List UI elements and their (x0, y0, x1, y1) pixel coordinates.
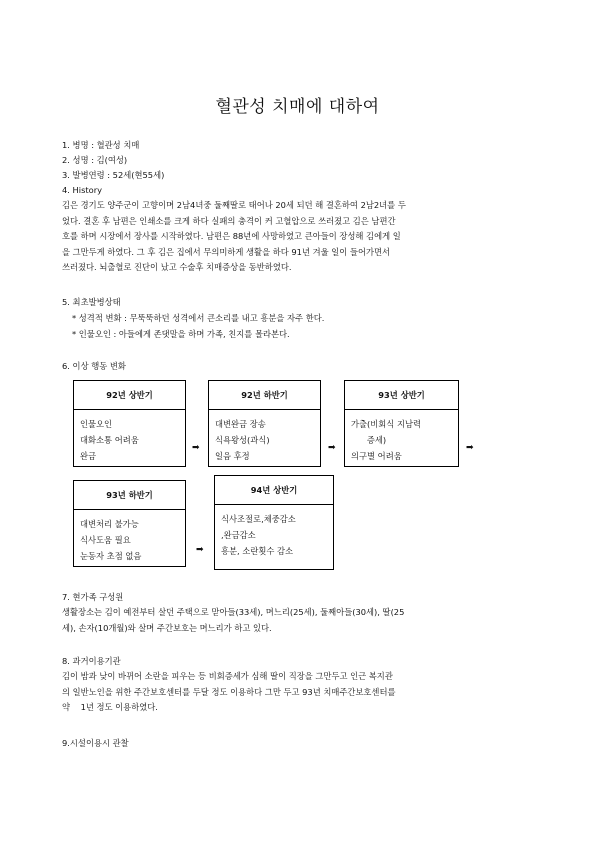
history-line: 을 그만두게 하였다. 그 후 김은 집에서 무의미하게 생활을 하다 91년 겨울 일이 들어가면서 (62, 246, 391, 257)
flow-box-line: 완금 (80, 451, 97, 461)
behavior-heading: 6. 이상 행동 변화 (62, 361, 126, 371)
facility-heading: 9.시설이용시 관찰 (62, 738, 129, 748)
arrow-icon: ➡ (328, 443, 336, 453)
flow-box-line: ,완금감소 (221, 530, 256, 540)
flow-box-header: 92년 상반기 (74, 381, 185, 410)
flow-box-line: 식사도움 필요 (80, 535, 131, 545)
history-paragraph (62, 198, 520, 276)
flow-box-line: 대변완금 장송 (215, 419, 266, 429)
flow-box-header: 93년 하반기 (74, 481, 185, 510)
flow-box (214, 475, 334, 570)
past-line: 약 1년 정도 이용하였다. (62, 702, 158, 712)
initial-line: * 성격적 변화 : 무뚝뚝하던 성격에서 큰소리를 내고 흥분을 자주 한다. (72, 313, 325, 323)
initial-line: * 인물오인 : 아들에게 존댓말을 하며 가족, 친지를 몰라본다. (72, 329, 290, 339)
flow-box-line: 눈동자 초점 없음 (80, 551, 142, 561)
past-line: 김이 밤과 낮이 바뀌어 소란을 피우는 등 비회증세가 심해 딸이 직장을 그만두고 인근 복지관 (62, 671, 393, 681)
flow-box-header: 93년 상반기 (345, 381, 458, 410)
family-heading: 7. 현가족 구성원 (62, 592, 124, 602)
name-line: 2. 성명 : 김(여성) (62, 155, 128, 165)
flow-box-line: 증세) (351, 435, 387, 445)
history-line: 김은 경기도 양주군이 고향이며 2남4녀중 둘째딸로 태어나 20세 되던 해 결혼하여 2남2녀를 두 (62, 200, 406, 210)
flow-box-line: 대변처리 불가능 (80, 519, 139, 529)
flow-box-header: 94년 상반기 (215, 476, 333, 505)
flow-box-header: 92년 하반기 (209, 381, 320, 410)
flow-box-line: 식사조절로,체중감소 (221, 514, 296, 524)
arrow-icon: ➡ (192, 443, 200, 453)
flow-box-line: 가출(비회식 지남력 (351, 419, 421, 429)
family-line: 세), 손자(10개월)와 살며 주간보호는 며느리가 하고 있다. (62, 622, 272, 633)
flow-box-line: 인물오인 (80, 419, 113, 429)
flow-box (73, 380, 186, 467)
past-heading: 8. 과거이용기관 (62, 656, 121, 666)
history-line: 었다. 결혼 후 남편은 인쇄소를 크게 하다 실패의 충격이 커 고혈압으로 쓰러졌고 김은 남편간 (62, 215, 396, 226)
past-line: 의 일반노인을 위한 주간보호센터를 두달 정도 이용하다 그만 두고 93년 치매주간보호센터를 (62, 686, 396, 697)
initial-heading: 5. 최초발병상태 (62, 297, 121, 307)
flow-box (344, 380, 459, 467)
flow-box (73, 480, 186, 567)
arrow-icon: ➡ (466, 443, 474, 453)
past-paragraph (62, 669, 520, 716)
flow-box-line: 일음 후정 (215, 451, 250, 461)
flow-box-line: 흥분, 소란횟수 감소 (221, 546, 294, 556)
flow-box-line: 대화소통 어려움 (80, 435, 139, 445)
diagnosis-line: 1. 병명 : 혈관성 치매 (62, 140, 140, 150)
arrow-icon: ➡ (196, 545, 204, 555)
history-line: 호를 하며 시장에서 장사를 시작하였다. 남편은 88년에 사망하였고 큰아들이 장성해 김에게 일 (62, 231, 401, 241)
history-line: 쓰러졌다. 뇌출혈로 진단이 났고 수술후 치매증상을 동반하였다. (62, 262, 292, 272)
history-heading: 4. History (62, 185, 103, 195)
flow-box (208, 380, 321, 467)
onset-age-line: 3. 발병연령 : 52세(현55세) (62, 170, 165, 180)
family-line: 생활장소는 김이 예전부터 살던 주택으로 맏아들(33세), 며느리(25세), 둘째아들(30세), 딸(25 (62, 607, 405, 617)
family-paragraph (62, 605, 520, 636)
flow-box-line: 식욕왕성(과식) (215, 435, 270, 445)
flow-box-line: 의구별 어려움 (351, 451, 402, 461)
page-title: 혈관성 치매에 대하여 (215, 97, 380, 117)
